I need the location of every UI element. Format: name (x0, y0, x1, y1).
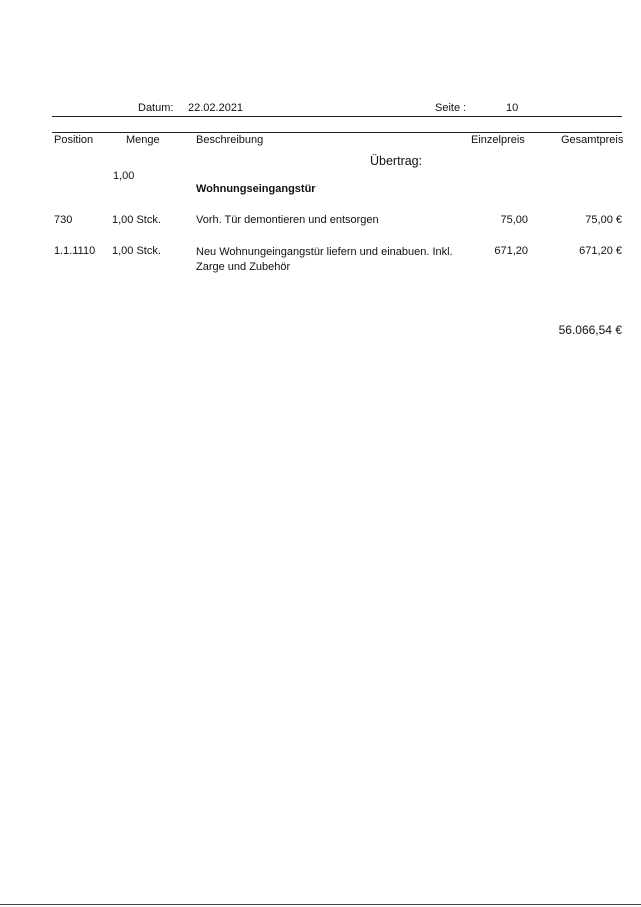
sum-total: 56.066,54 € (558, 323, 622, 337)
row-total-price: 75,00 € (585, 214, 622, 226)
row-unit-price: 671,20 (494, 245, 528, 257)
date-value: 22.02.2021 (188, 102, 244, 114)
row-description: Neu Wohnungeingangstür liefern und einabuen. Inkl. Zarge und Zubehör (196, 246, 453, 273)
row-position: 730 (54, 214, 73, 226)
group-quantity: 1,00 (113, 170, 135, 182)
row-unit-price: 75,00 (500, 214, 528, 226)
row-description: Vorh. Tür demontieren und entsorgen (196, 214, 379, 226)
column-header-description: Beschreibung (196, 134, 264, 146)
column-header-rule (52, 132, 622, 133)
page-label: Seite : (435, 102, 467, 114)
column-header-quantity: Menge (126, 134, 160, 146)
carry-over-label: Übertrag: (370, 154, 423, 168)
date-label: Datum: (138, 102, 174, 114)
page-number: 10 (506, 102, 519, 114)
row-quantity: 1,00 Stck. (112, 214, 161, 226)
page-bottom-rule (0, 904, 641, 905)
header-top-rule (52, 116, 622, 117)
column-header-unit-price: Einzelpreis (471, 134, 525, 146)
row-quantity: 1,00 Stck. (112, 245, 161, 257)
row-position: 1.1.1110 (54, 245, 96, 257)
row-total-price: 671,20 € (579, 245, 622, 257)
column-header-position: Position (54, 134, 94, 146)
group-title: Wohnungseingangstür (196, 183, 316, 195)
column-header-total-price: Gesamtpreis (561, 134, 624, 146)
